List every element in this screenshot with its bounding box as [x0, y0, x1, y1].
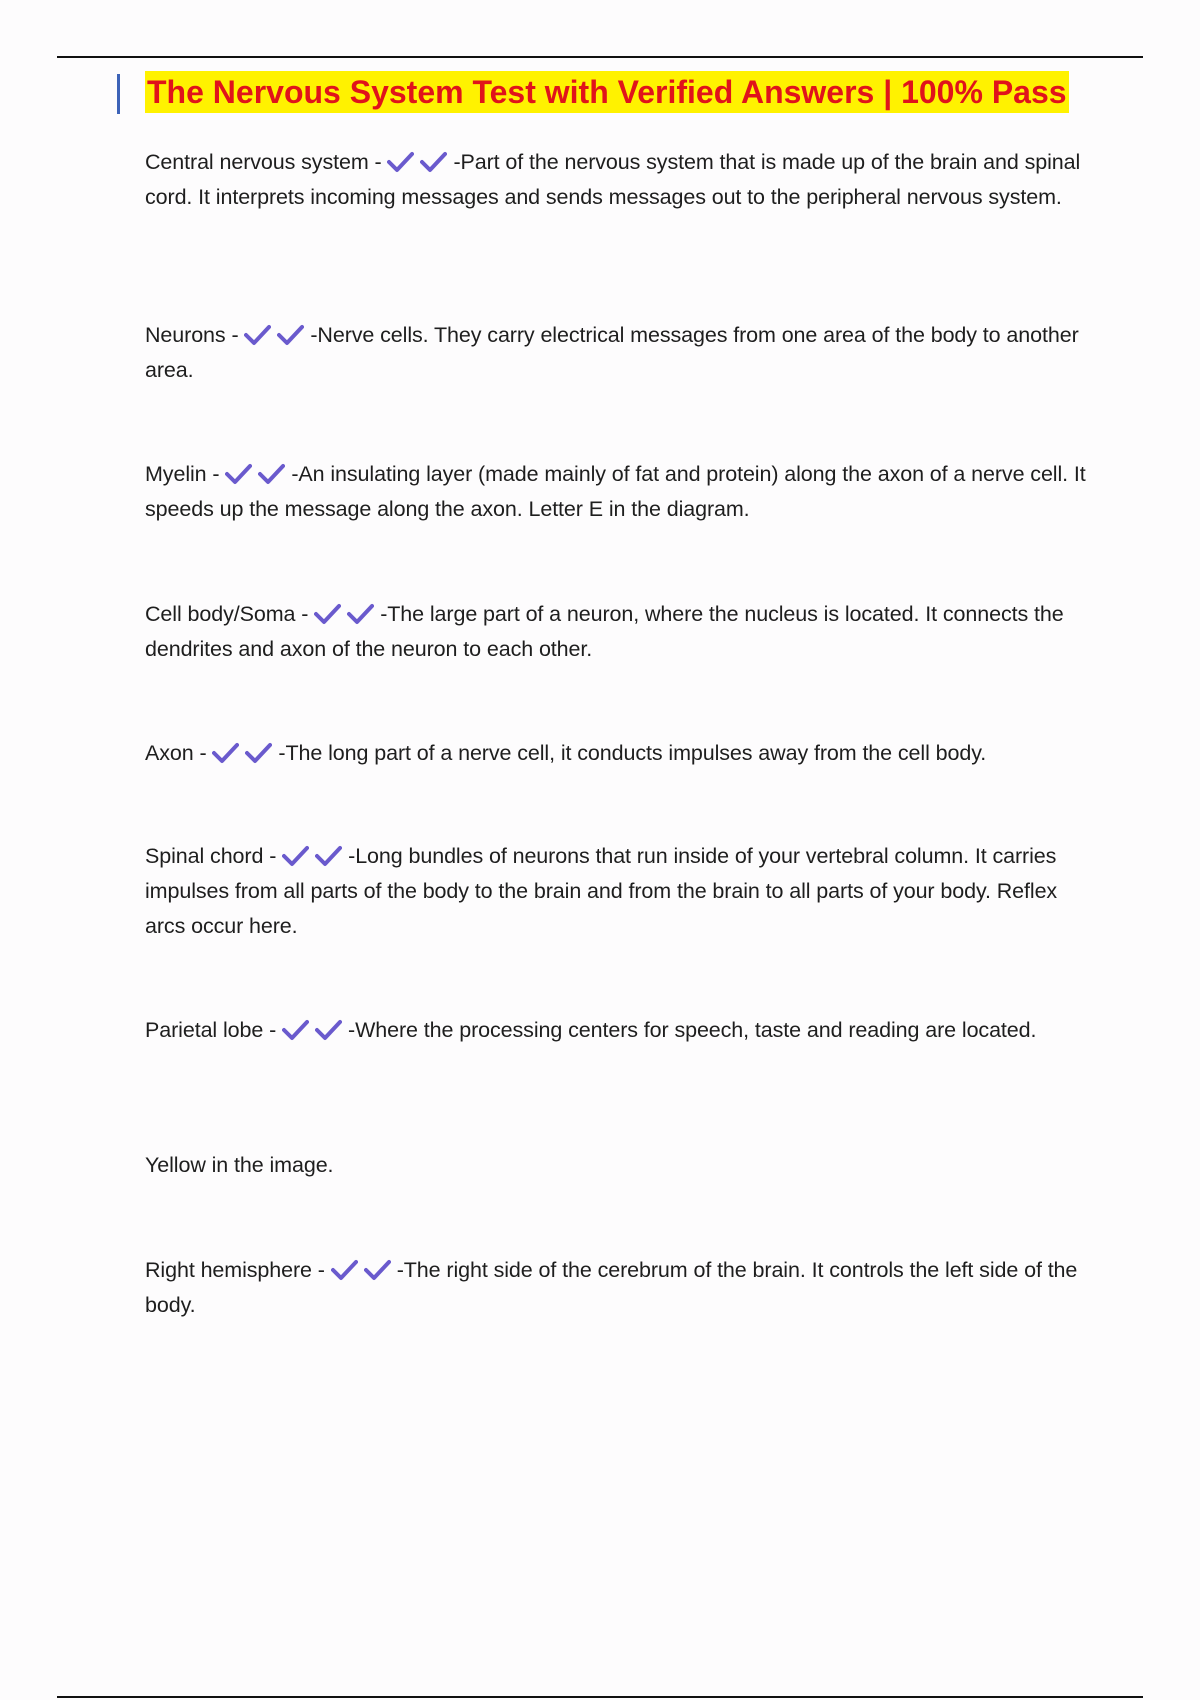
check-icon	[277, 324, 304, 346]
entry-definition: -Nerve cells. They carry electrical messages from one area of the body to another area.	[145, 323, 1079, 382]
top-rule	[57, 56, 1143, 58]
check-pair	[282, 1018, 348, 1042]
check-icon	[347, 603, 374, 625]
entry-definition: -The large part of a neuron, where the nucleus is located. It connects the dendrites and axon of the neuron to each other.	[145, 602, 1064, 661]
entry-term: Central nervous system -	[145, 150, 388, 174]
check-pair	[387, 150, 453, 174]
entry-term: Spinal chord -	[145, 844, 283, 868]
qa-entry	[145, 145, 1095, 215]
document-title: The Nervous System Test with Verified Answers | 100% Pass	[145, 71, 1069, 113]
entry-definition: -Where the processing centers for speech, taste and reading are located.	[348, 1018, 1037, 1042]
qa-entry	[145, 1013, 1095, 1048]
check-icon	[258, 463, 285, 485]
check-icon	[244, 324, 271, 346]
check-icon	[212, 742, 239, 764]
check-icon	[282, 845, 309, 867]
qa-entry	[145, 597, 1095, 667]
check-icon	[331, 1259, 358, 1281]
qa-entry	[145, 736, 1095, 771]
check-pair	[244, 323, 310, 347]
entry-term: Axon -	[145, 741, 213, 765]
qa-entry	[145, 318, 1095, 388]
entry-term: Right hemisphere -	[145, 1258, 331, 1282]
entry-term: Parietal lobe -	[145, 1018, 283, 1042]
note-text: Yellow in the image.	[145, 1153, 334, 1177]
bottom-rule	[57, 1696, 1143, 1698]
entry-term: Cell body/Soma -	[145, 602, 315, 626]
check-pair	[314, 602, 380, 626]
entry-definition: -Part of the nervous system that is made up of the brain and spinal cord. It interprets incoming messages and sends messages out to the peripheral nervous system.	[145, 150, 1081, 209]
check-pair	[212, 741, 278, 765]
check-icon	[282, 1019, 309, 1041]
entry-term: Myelin -	[145, 462, 226, 486]
check-icon	[315, 845, 342, 867]
check-icon	[225, 463, 252, 485]
entry-definition: -The right side of the cerebrum of the brain. It controls the left side of the body.	[145, 1258, 1078, 1317]
check-icon	[315, 1019, 342, 1041]
check-icon	[420, 151, 447, 173]
check-icon	[387, 151, 414, 173]
check-icon	[245, 742, 272, 764]
qa-entry	[145, 1253, 1095, 1323]
check-pair	[331, 1258, 397, 1282]
entry-definition: -Long bundles of neurons that run inside of your vertebral column. It carries impulses from all parts of the body to the brain and from the brain to all parts of your body. Reflex arcs occur here.	[145, 844, 1058, 938]
check-icon	[364, 1259, 391, 1281]
title-accent-bar	[117, 74, 120, 114]
check-icon	[314, 603, 341, 625]
entry-definition: -The long part of a nerve cell, it conducts impulses away from the cell body.	[278, 741, 987, 765]
entry-definition: -An insulating layer (made mainly of fat and protein) along the axon of a nerve cell. It speeds up the message along the axon. Letter E in the diagram.	[145, 462, 1086, 521]
check-pair	[282, 844, 348, 868]
entry-term: Neurons -	[145, 323, 245, 347]
qa-entry	[145, 457, 1095, 527]
qa-entry	[145, 839, 1095, 944]
check-pair	[225, 462, 291, 486]
